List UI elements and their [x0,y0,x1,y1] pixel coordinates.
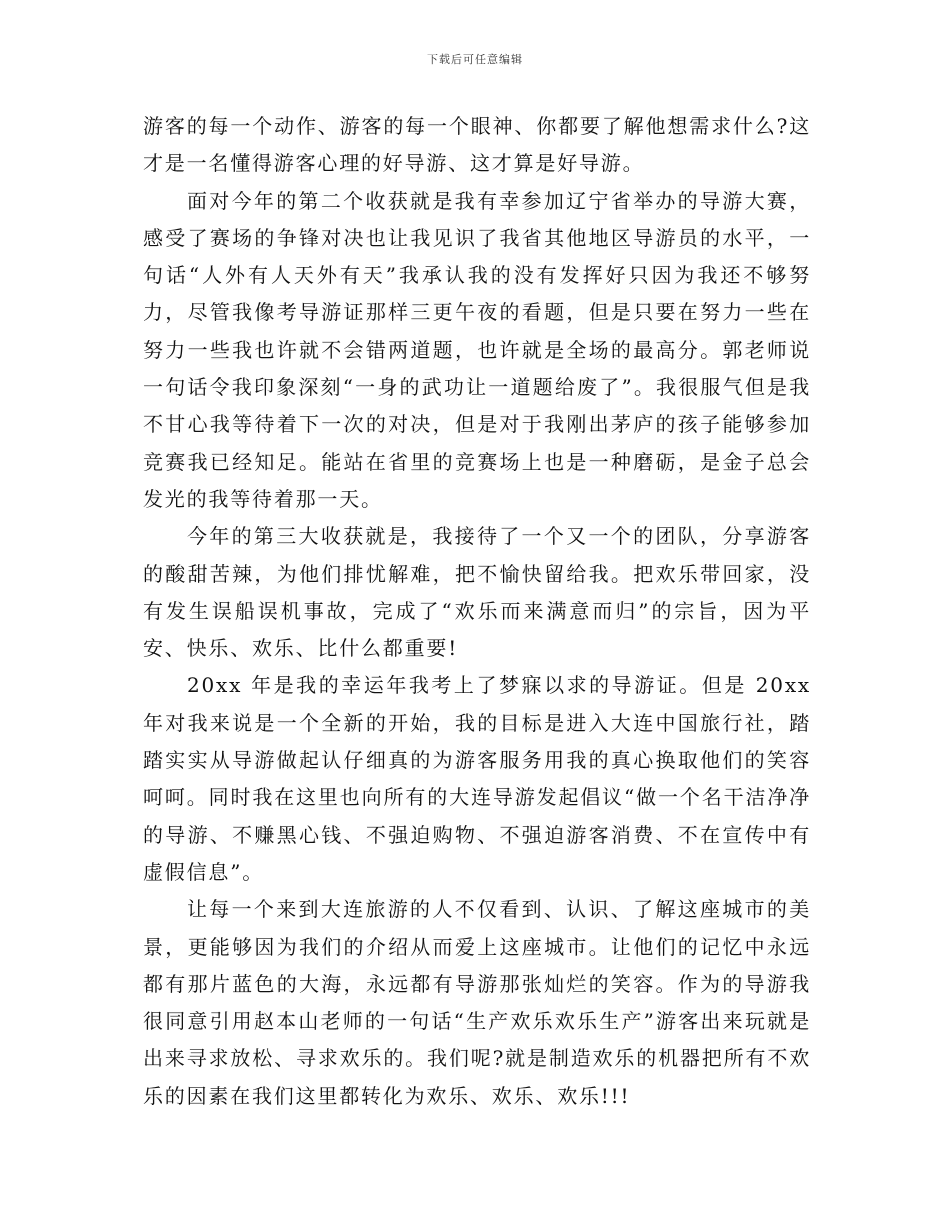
paragraph-1: 游客的每一个动作、游客的每一个眼神、你都要了解他想需求什么?这才是一名懂得游客心理的好导游、这才算是好导游。 [143,114,811,176]
paragraph-5: 让每一个来到大连旅游的人不仅看到、认识、了解这座城市的美景，更能够因为我们的介绍从而爱上这座城市。让他们的记忆中永远都有那片蓝色的大海，永远都有导游那张灿烂的笑容。作为的导游我很同意引用赵本山老师的一句话“生产欢乐欢乐生产”游客出来玩就是出来寻求放松、寻求欢乐的。我们呢?就是制造欢乐的机器把所有不欢乐的因素在我们这里都转化为欢乐、欢乐、欢乐!!! [143,897,811,1108]
document-body [143,108,811,1115]
paragraph-4: 20xx 年是我的幸运年我考上了梦寐以求的导游证。但是 20xx 年对我来说是一个全新的开始，我的目标是进入大连中国旅行社，踏踏实实从导游做起认仔细真的为游客服务用我的真心换取他们的笑容呵呵。同时我在这里也向所有的大连导游发起倡议“做一个名干洁净净的导游、不赚黑心钱、不强迫购物、不强迫游客消费、不在宣传中有虚假信息”。 [143,673,811,884]
paragraph-2: 面对今年的第二个收获就是我有幸参加辽宁省举办的导游大赛，感受了赛场的争锋对决也让我见识了我省其他地区导游员的水平，一句话“人外有人天外有天”我承认我的没有发挥好只因为我还不够努力，尽管我像考导游证那样三更午夜的看题，但是只要在努力一些在努力一些我也许就不会错两道题，也许就是全场的最高分。郭老师说一句话令我印象深刻“一身的武功让一道题给废了”。我很服气但是我不甘心我等待着下一次的对决，但是对于我刚出茅庐的孩子能够参加竞赛我已经知足。能站在省里的竞赛场上也是一种磨砺，是金子总会发光的我等待着那一天。 [143,188,811,511]
paragraph-3: 今年的第三大收获就是，我接待了一个又一个的团队，分享游客的酸甜苦辣，为他们排忧解难，把不愉快留给我。把欢乐带回家，没有发生误船误机事故，完成了“欢乐而来满意而归”的宗旨，因为平安、快乐、欢乐、比什么都重要! [143,524,811,661]
page-header: 下载后可任意编辑 [427,53,523,66]
